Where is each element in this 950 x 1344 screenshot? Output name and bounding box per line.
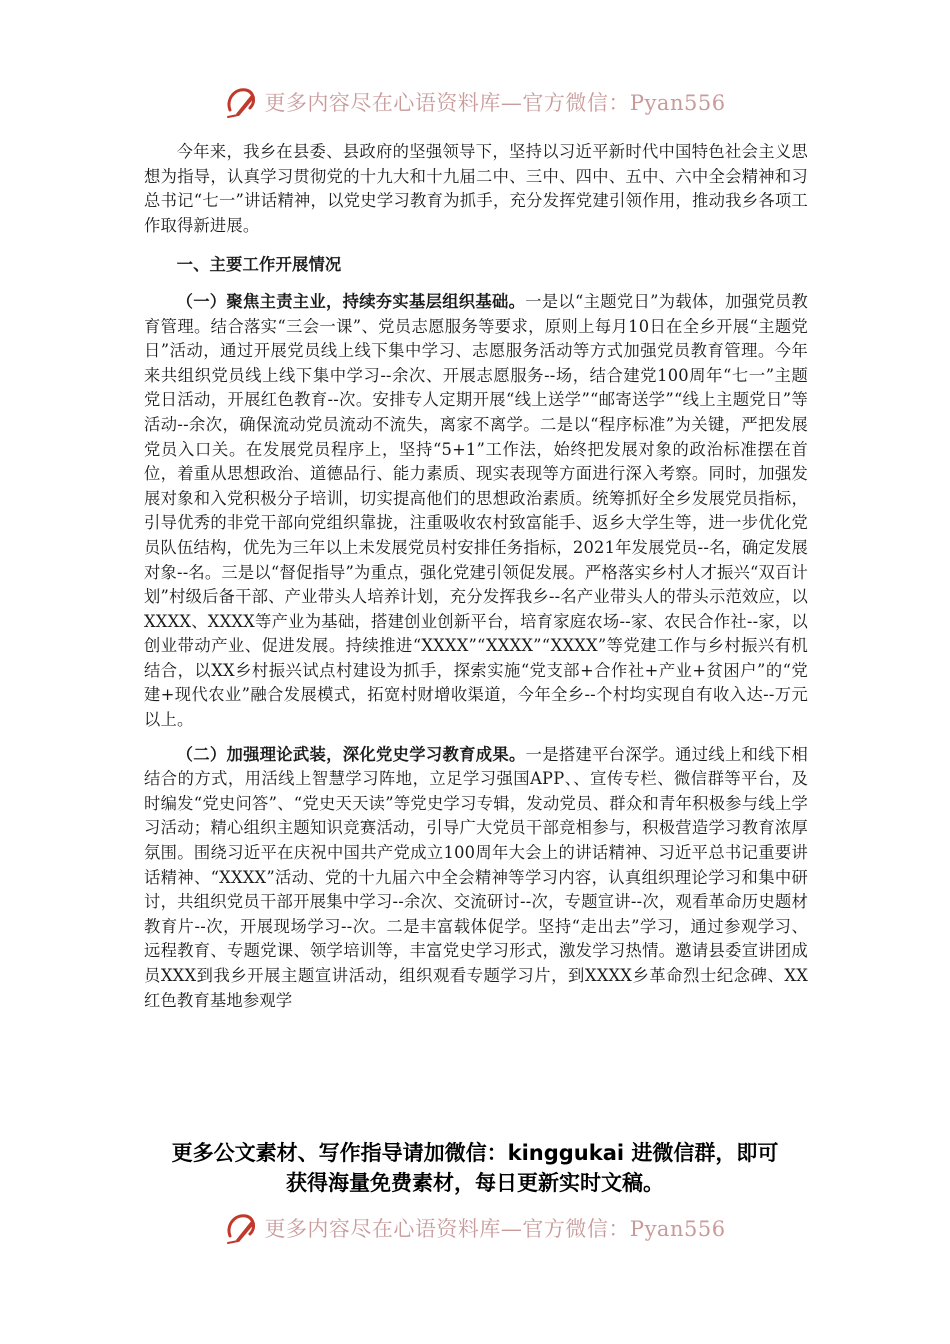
subsection-1-body: 一是以“主题党日”为载体，加强党员教育管理。结合落实“三会一课”、党员志愿服务等要求，原则上每月10日在全乡开展“主题党日”活动，通过开展党员线上线下集中学习、志愿服务活动等方式加强党员教育管理。今年来共组织党员线上线下集中学习--余次、开展志愿服务--场，结合建党100周年“七一”主题党日活动，开展红色教育--次。安排专人定期开展“线上送学”“邮寄送学”“线上主题党日”等活动--余次，确保流动党员流动不流失，离家不离学。二是以“程序标准”为关键，严把发展党员入口关。在发展党员程序上，坚持“5+1”工作法，始终把发展对象的政治标准摆在首位，着重从思想政治、道德品行、能力素质、现实表现等方面进行深入考察。同时，加强发展对象和入党积极分子培训，切实提高他们的思想政治素质。统筹抓好全乡发展党员指标，引导优秀的非党干部向党组织靠拢，注重吸收农村致富能手、返乡大学生等，进一步优化党员队伍结构，优先为三年以上未发展党员村安排任务指标，2021年发展党员--名，确定发展对象--名。三是以“督促指导”为重点，强化党建引领促发展。严格落实乡村人才振兴“双百计划”村级后备干部、产业带头人培养计划，充分发挥我乡--名产业带头人的带头示范效应，以XXXX、XXXX等产业为基础，搭建创业创新平台，培育家庭农场--家、农民合作社--家，以创业带动产业、促进发展。持续推进“XXXX”“XXXX”“XXXX”等党建工作与乡村振兴有机结合，以XX乡村振兴试点村建设为抓手，探索实施“党支部+合作社+产业+贫困户”的“党建+现代农业”融合发展模式，拓宽村财增收渠道，今年全乡--个村均实现自有收入达--万元以上。 xyxy=(144,291,809,730)
banner-text: 更多内容尽在心语资料库—官方微信：Pyan556 xyxy=(264,91,726,115)
subsection-2-paragraph xyxy=(144,743,808,1014)
document-body xyxy=(144,140,808,1013)
promo-line-1: 更多公文素材、写作指导请加微信：kinggukai 进微信群，即可 xyxy=(171,1141,779,1165)
pen-logo-icon xyxy=(224,84,260,120)
subsection-1-title: （一）聚焦主责主业，持续夯实基层组织基础。 xyxy=(176,291,526,311)
footer-banner xyxy=(0,1208,950,1248)
subsection-1-paragraph xyxy=(144,290,808,733)
subsection-2-body: 一是搭建平台深学。通过线上和线下相结合的方式，用活线上智慧学习阵地，立足学习强国APP、、宣传专栏、微信群等平台，及时编发“党史问答”、“党史天天读”等党史学习专辑，发动党员、群众和青年积极参与线上学习活动；精心组织主题知识竞赛活动，引导广大党员干部竞相参与，积极营造学习教育浓厚氛围。围绕习近平在庆祝中国共产党成立100周年大会上的讲话精神、习近平总书记重要讲话精神、“XXXX”活动、党的十九届六中全会精神等学习内容，认真组织理论学习和集中研讨，共组织党员干部开展集中学习--余次、交流研讨--次，专题宣讲--次，观看革命历史题材教育片--次，开展现场学习--次。二是丰富载体促学。坚持“走出去”学习，通过参观学习、远程教育、专题党课、领学培训等，丰富党史学习形式，激发学习热情。邀请县委宣讲团成员XXX到我乡开展主题宣讲活动，组织观看专题学习片，到XXXX乡革命烈士纪念碑、XX红色教育基地参观学 xyxy=(144,744,809,1010)
promo-line-2: 获得海量免费素材，每日更新实时文稿。 xyxy=(286,1171,664,1195)
promo-notice xyxy=(110,1138,840,1198)
pen-logo-icon xyxy=(224,1210,260,1246)
banner-text: 更多内容尽在心语资料库—官方微信：Pyan556 xyxy=(264,1217,726,1241)
subsection-2-title: （二）加强理论武装，深化党史学习教育成果。 xyxy=(176,744,526,764)
intro-paragraph: 今年来，我乡在县委、县政府的坚强领导下，坚持以习近平新时代中国特色社会主义思想为指导，认真学习贯彻党的十九大和十九届二中、三中、四中、五中、六中全会精神和习总书记“七一”讲话精神，以党史学习教育为抓手，充分发挥党建引领作用，推动我乡各项工作取得新进展。 xyxy=(144,142,808,235)
section-heading: 一、主要工作开展情况 xyxy=(176,255,342,275)
header-banner xyxy=(0,82,950,122)
